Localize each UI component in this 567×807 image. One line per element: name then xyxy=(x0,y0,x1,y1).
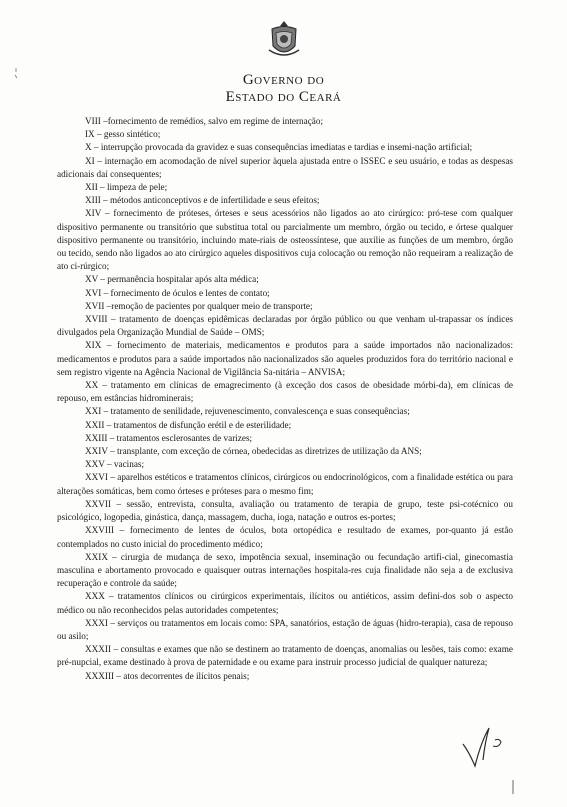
list-item: XXXIII – atos decorrentes de ilícitos penais; xyxy=(85,670,250,681)
handwritten-initials xyxy=(455,722,515,772)
list-item: XXII – tratamentos de disfunção erétil e de esterilidade; xyxy=(85,419,292,430)
list-item: XIII – métodos anticonceptivos e de infertilidade e seus efeitos; xyxy=(85,195,320,206)
document-body xyxy=(57,115,513,683)
list-item: XXIV – transplante, com exceção de córnea, obedecidas as diretrizes de utilização da ANS; xyxy=(85,446,422,457)
list-item: XXXII – consultas e exames que não se destinem ao tratamento de doenças, anomalias ou lesões, tais como: exame pré-nupcial, exame destinado à prova de paternidade e ou exame para instruir processo judicial de qualquer natureza; xyxy=(57,644,513,668)
list-item: XVI – fornecimento de óculos e lentes de contato; xyxy=(85,287,270,298)
header-line-2: Estado do Ceará xyxy=(225,89,342,105)
list-item: XXVII – sessão, entrevista, consulta, avaliação ou tratamento de terapia de grupo, teste psi-cotécnico ou psicológico, logopedia, ginástica, dança, massagem, ducha, ioga, natação e outros es-portes; xyxy=(57,498,513,523)
list-item: XXX – tratamentos clínicos ou cirúrgicos experimentais, ilícitos ou antiéticos, assim defini-dos sob o aspecto médico ou não reconhecidos pelas autoridades competentes; xyxy=(57,591,513,615)
list-item: XXVI – aparelhos estéticos e tratamentos clínicos, cirúrgicos ou endocrinológicos, com a finalidade estética ou para alterações somáticas, bem como órteses e próteses para o mesmo fim; xyxy=(57,472,513,496)
list-item: XII – limpeza de pele; xyxy=(85,182,168,193)
margin-pen-mark xyxy=(510,780,516,794)
list-item: XIX – fornecimento de materiais, medicamentos e produtos para a saúde importados não nacionalizados: medicamentos e produtos para a saúde importados não nacionalizados são aqueles produzidos fora do território nacional e sem registro vigente na Agência Nacional de Vigilância Sa-nitária – ANVISA; xyxy=(57,340,513,377)
list-item: XV – permanência hospitalar após alta médica; xyxy=(85,274,259,285)
list-item: XVII –remoção de pacientes por qualquer meio de transporte; xyxy=(85,300,313,311)
list-item: XVIII – tratamento de doenças epidêmicas declaradas por órgão público ou que venham ul-trapassar os índices divulgados pela Organização Mundial de Saúde – OMS; xyxy=(57,314,513,338)
list-item: XXV – vacinas; xyxy=(85,459,145,470)
document-header xyxy=(0,72,567,106)
list-item: XIV – fornecimento de próteses, órteses e seus acessórios não ligados ao ato cirúrgico: pró-tese com qualquer dispositivo permanente ou transitório que substitua total ou parcialmente um membro, órgão ou tecido, e órtese qualquer dispositivo permanente ou transitório, incluindo mate-riais de osteossíntese, que auxilie as funções de um membro, órgão ou tecido, sendo não ligados ao ato cirúrgico aqueles dispositivos cuja colocação ou remoção não requeiram a realização de ato ci-rúrgico; xyxy=(57,208,513,272)
list-item: XXI – tratamento de senilidade, rejuvenescimento, convalescença e suas consequências; xyxy=(85,406,410,417)
list-item: XI – internação em acomodação de nível superior àquela ajustada entre o ISSEC e seu usuário, e todas as despesas adicionais daí consequentes; xyxy=(57,155,513,179)
state-crest-icon xyxy=(267,20,301,60)
list-item: XXVIII – fornecimento de lentes de óculos, bota ortopédica e resultado de exames, por-quanto já estão contemplados no custo inicial do procedimento médico; xyxy=(57,525,513,549)
list-item: XXIX – cirurgia de mudança de sexo, impotência sexual, inseminação ou fecundação artifi-cial, ginecomastia masculina e abortamento provocado e quaisquer outras internações hospitala-res cuja finalidade não seja a de exclusiva recuperação e controle da saúde; xyxy=(57,551,513,589)
list-item: XXIII – tratamentos esclerosantes de varizes; xyxy=(85,432,253,443)
header-line-1: Governo do xyxy=(242,72,325,88)
margin-mark xyxy=(14,68,18,80)
list-item: IX – gesso sintético; xyxy=(85,129,161,140)
list-item: XXXI – serviços ou tratamentos em locais como: SPA, sanatórios, estação de águas (hidro-terapia), casa de repouso ou asilo; xyxy=(57,617,513,641)
list-item: XX – tratamento em clínicas de emagrecimento (à exceção dos casos de obesidade mórbi-da), em clínicas de repouso, em estâncias hidrominerais; xyxy=(57,380,513,404)
list-item: X – interrupção provocada da gravidez e suas consequências imediatas e tardias e insemi-nação artificial; xyxy=(85,142,473,153)
list-item: VIII –fornecimento de remédios, salvo em regime de internação; xyxy=(85,116,324,126)
